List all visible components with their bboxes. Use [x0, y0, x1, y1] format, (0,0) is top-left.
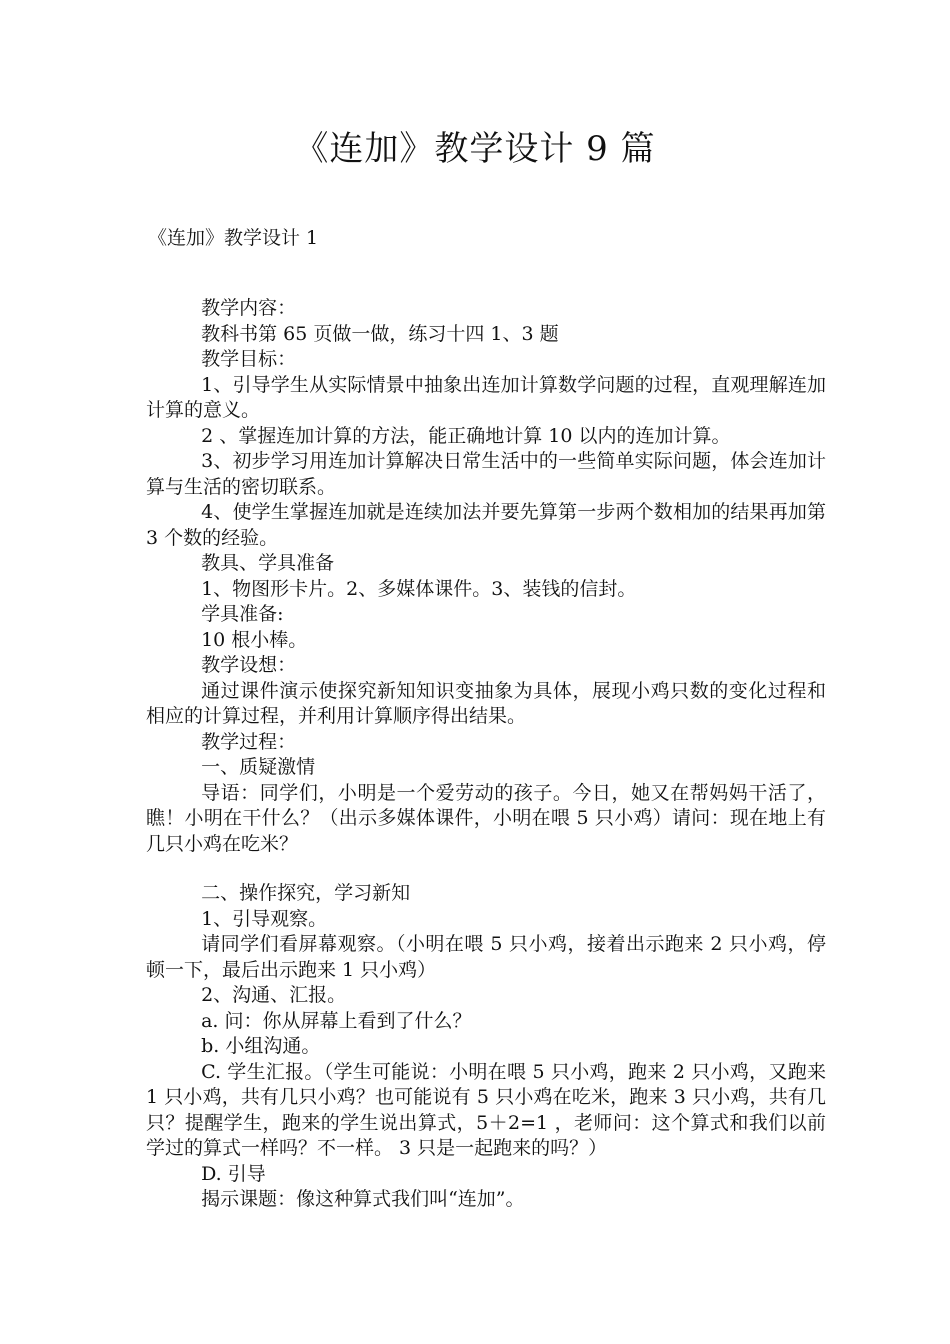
paragraph: 通过课件演示使探究新知知识变抽象为具体，展现小鸡只数的变化过程和相应的计算过程，并利用计算顺序得出结果。	[146, 679, 826, 727]
paragraph: 1、物图形卡片。2、多媒体课件。3、装钱的信封。	[201, 577, 637, 600]
paragraph: 导语：同学们，小明是一个爱劳动的孩子。今日，她又在帮妈妈干活了，瞧！小明在干什么？（出示多媒体课件，小明在喂 5 只小鸡）请问：现在地上有几只小鸡在吃米？	[146, 781, 826, 855]
paragraph: 教学目标：	[201, 348, 297, 370]
paragraph: 教具、学具准备	[201, 552, 335, 574]
section-title: 《连加》教学设计 1	[148, 227, 319, 249]
paragraph: 二、操作探究，学习新知	[201, 882, 411, 904]
paragraph: 2 、掌握连加计算的方法，能正确地计算 10 以内的连加计算。	[201, 424, 731, 447]
paragraph: a. 问：你从屏幕上看到了什么？	[201, 1009, 472, 1032]
paragraph: 2、沟通、汇报。	[201, 984, 347, 1006]
paragraph-gap	[146, 857, 826, 881]
document-body	[146, 296, 826, 1213]
paragraph: D. 引导	[201, 1162, 266, 1185]
paragraph: 教学设想：	[201, 654, 297, 676]
paragraph: 1、引导观察。	[201, 907, 328, 930]
paragraph: 教学过程：	[201, 730, 297, 753]
paragraph: 教科书第 65 页做一做，练习十四 1、3 题	[201, 322, 559, 345]
paragraph: 10 根小棒。	[201, 628, 308, 651]
paragraph: b. 小组沟通。	[201, 1035, 321, 1057]
paragraph: 揭示课题：像这种算式我们叫“连加”。	[201, 1188, 525, 1210]
paragraph: 3、初步学习用连加计算解决日常生活中的一些简单实际问题，体会连加计算与生活的密切联系。	[146, 450, 826, 498]
paragraph: 一、质疑激情	[201, 756, 316, 778]
paragraph: 教学内容：	[201, 297, 297, 319]
paragraph: 1、引导学生从实际情景中抽象出连加计算数学问题的过程，直观理解连加计算的意义。	[146, 373, 826, 421]
paragraph: 学具准备:	[201, 603, 284, 625]
paragraph: C. 学生汇报。（学生可能说：小明在喂 5 只小鸡，跑来 2 只小鸡，又跑来 1 只小鸡，共有几只小鸡？也可能说有 5 只小鸡在吃米，跑来 3 只小鸡，共有几只？提醒学生，跑来的学生说出算式，5＋2=1 ，老师问：这个算式和我们以前学过的算式一样吗？不一样。 3 只是一起跑来的吗？）	[146, 1060, 826, 1159]
document-title: 《连加》教学设计 9 篇	[294, 129, 656, 169]
paragraph: 请同学们看屏幕观察。（小明在喂 5 只小鸡，接着出示跑来 2 只小鸡，停顿一下，最后出示跑来 1 只小鸡）	[146, 933, 826, 981]
paragraph: 4、使学生掌握连加就是连续加法并要先算第一步两个数相加的结果再加第 3 个数的经验。	[146, 501, 826, 549]
